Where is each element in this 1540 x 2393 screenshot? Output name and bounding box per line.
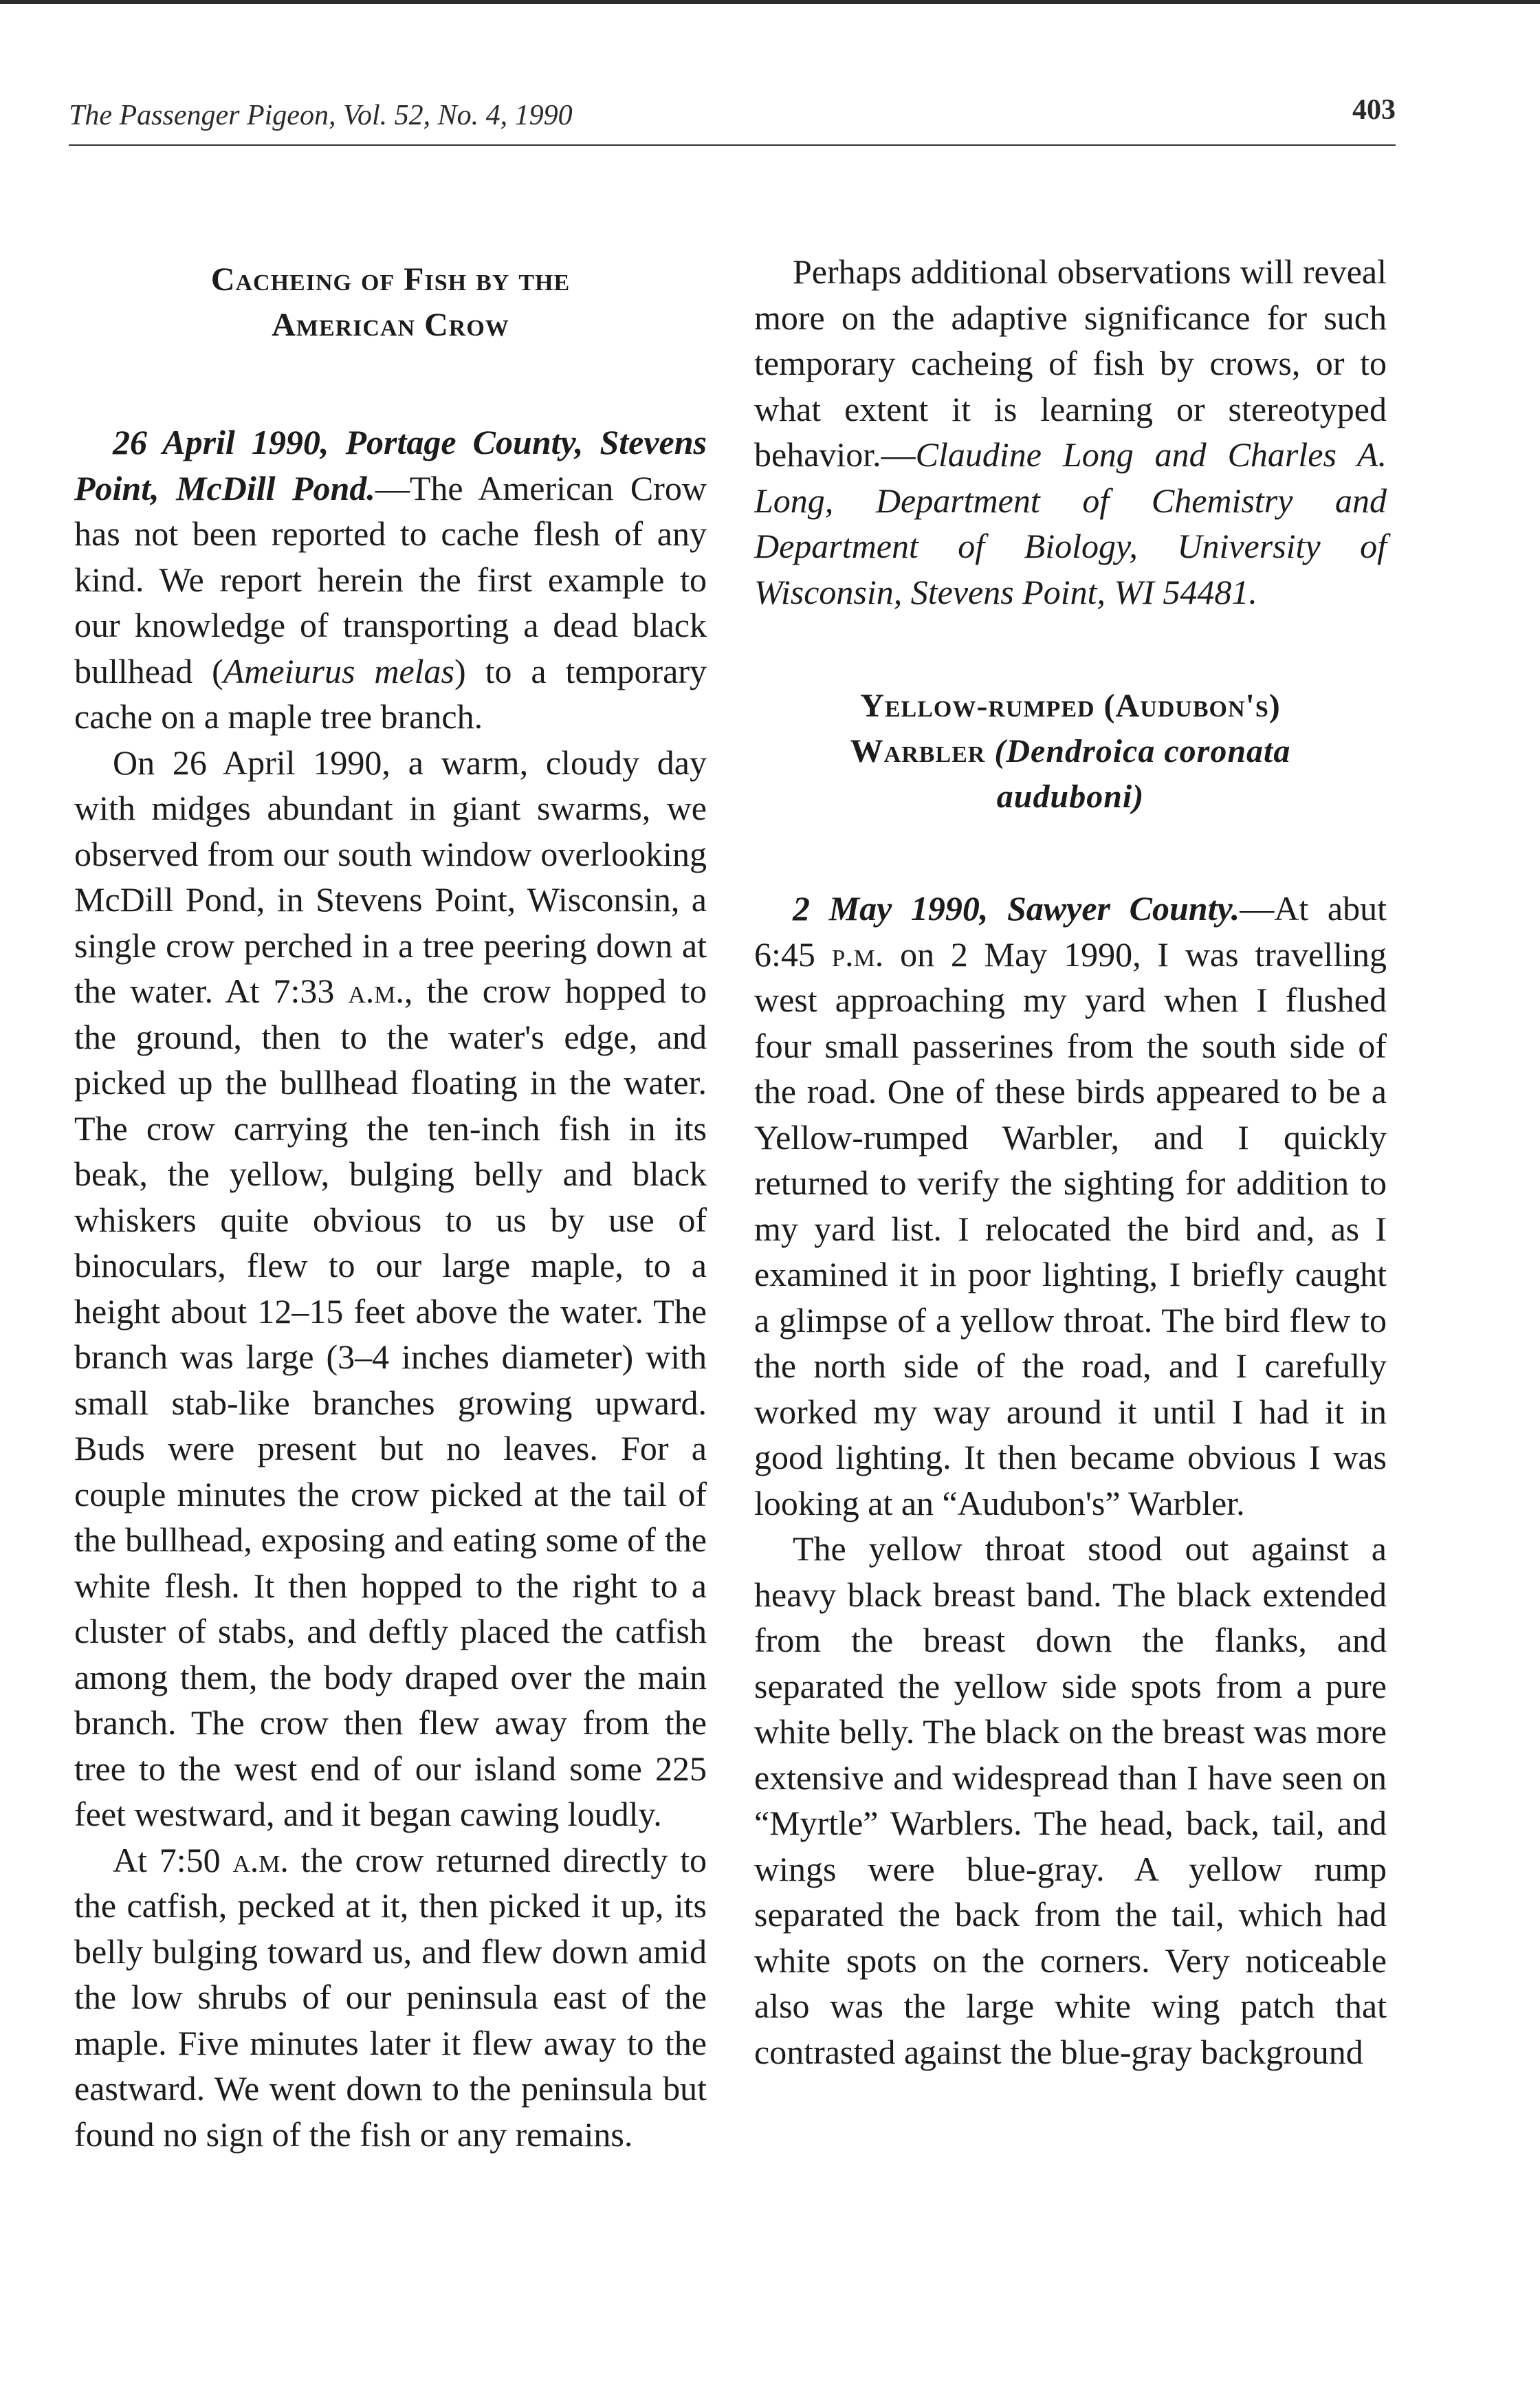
paragraph-text: the crow returned directly to the catfish, pecked at it, then picked it up, its belly bulging toward us, and flew down amid the low shrubs of our peninsula east of the maple. Five minutes later it flew away to the eastward. We went down to the peninsula but found no sign of the fish or any remains. — [74, 1840, 707, 2154]
paragraph-text: At 7:50 — [113, 1840, 233, 1879]
dateline: 2 May 1990, Sawyer County. — [793, 889, 1240, 928]
left-column — [74, 248, 707, 2157]
paragraph-text: ) to a temporary cache on a maple tree branch. — [74, 651, 707, 736]
dateline: 26 April 1990, Portage County, Stevens Point, McDill Pond. — [74, 423, 707, 507]
warbler-paragraph-1 — [754, 886, 1387, 1526]
title-line-1: Cacheing of Fish by the — [210, 261, 571, 298]
paragraph-text: —At abut 6:45 — [754, 889, 1387, 974]
top-scan-edge — [0, 0, 1540, 4]
right-column — [754, 249, 1387, 2075]
title-latin-name-2: auduboni) — [996, 778, 1145, 815]
article-title-warbler — [754, 684, 1387, 820]
title-line-2 — [754, 729, 1387, 774]
time-marker: a.m. — [348, 972, 404, 1010]
crow-paragraph-1 — [74, 419, 707, 740]
paragraph-text: The yellow throat stood out against a heavy black breast band. The black extended from the breast down the flanks, and separated the yellow side spots from a pure white belly. The black on the breast was more extensive and widespread than I have seen on “Myrtle” Warblers. The head, back, tail, and wings were blue-gray. A yellow rump separated the back from the tail, which had white spots on the corners. Very noticeable also was the large white wing patch that contrasted against the blue-gray background — [754, 1529, 1387, 2071]
paragraph-text: —The American Crow has not been reported to cache flesh of any kind. We report herein the first example to our knowledge of transporting a dead black bullhead ( — [74, 468, 707, 690]
title-line-2: American Crow — [272, 307, 509, 343]
article-title-crow — [74, 257, 707, 348]
title-latin-name: (Dendroica coronata — [994, 733, 1291, 769]
paragraph-text: Perhaps additional observations will reveal more on the adaptive significance for such temporary cacheing of fish by crows, or to what extent it is learning or stereotyped behavior.— — [754, 252, 1387, 474]
time-marker: a.m. — [232, 1840, 289, 1879]
title-word: Warbler — [850, 733, 986, 769]
crow-paragraph-3 — [74, 1837, 707, 2158]
paragraph-text: On 26 April 1990, a warm, cloudy day with midges abundant in giant swarms, we observed from our south window overlooking McDill Pond, in Stevens Point, Wisconsin, a single crow perched in a tree peering down at the water. At 7:33 — [74, 743, 707, 1010]
time-marker: p.m. — [831, 935, 884, 974]
warbler-paragraph-2 — [754, 1526, 1387, 2075]
crow-paragraph-4 — [754, 249, 1387, 615]
paragraph-text: , the crow hopped to the ground, then to the water's edge, and picked up the bullhead floating in the water. The crow carrying the ten-inch fish in its beak, the yellow, bulging belly and black whiskers quite obvious to us by use of binoculars, flew to our large maple, to a height about 12–15 feet above the water. The branch was large (3–4 inches diameter) with small stab-like branches growing upward. Buds were present but no leaves. For a couple minutes the crow picked at the tail of the bullhead, exposing and eating some of the white flesh. It then hopped to the right to a cluster of stabs, and deftly placed the catfish among them, the body draped over the main branch. The crow then flew away from the tree to the west end of our island some 225 feet westward, and it began cawing loudly. — [74, 972, 707, 1833]
crow-paragraph-2 — [74, 740, 707, 1837]
running-head — [69, 95, 1396, 150]
header-rule — [69, 144, 1396, 146]
author-signature: Claudine Long and Charles A. Long, Department of Chemistry and Department of Biology, University of Wisconsin, Stevens Point, WI 54481. — [754, 435, 1387, 611]
journal-citation: The Passenger Pigeon, Vol. 52, No. 4, 1990 — [69, 100, 573, 131]
species-name: Ameiurus melas — [223, 651, 454, 690]
title-line-1: Yellow-rumped (Audubon's) — [860, 688, 1281, 724]
paragraph-text: on 2 May 1990, I was travelling west approaching my yard when I flushed four small passerines from the south side of the road. One of these birds appeared to be a Yellow-rumped Warbler, and I quickly returned to verify the sighting for addition to my yard list. I relocated the bird and, as I examined it in poor lighting, I briefly caught a glimpse of a yellow throat. The bird flew to the north side of the road, and I carefully worked my way around it until I had it in good lighting. It then became obvious I was looking at an “Audubon's” Warbler. — [754, 935, 1387, 1522]
page-number: 403 — [1352, 94, 1396, 126]
